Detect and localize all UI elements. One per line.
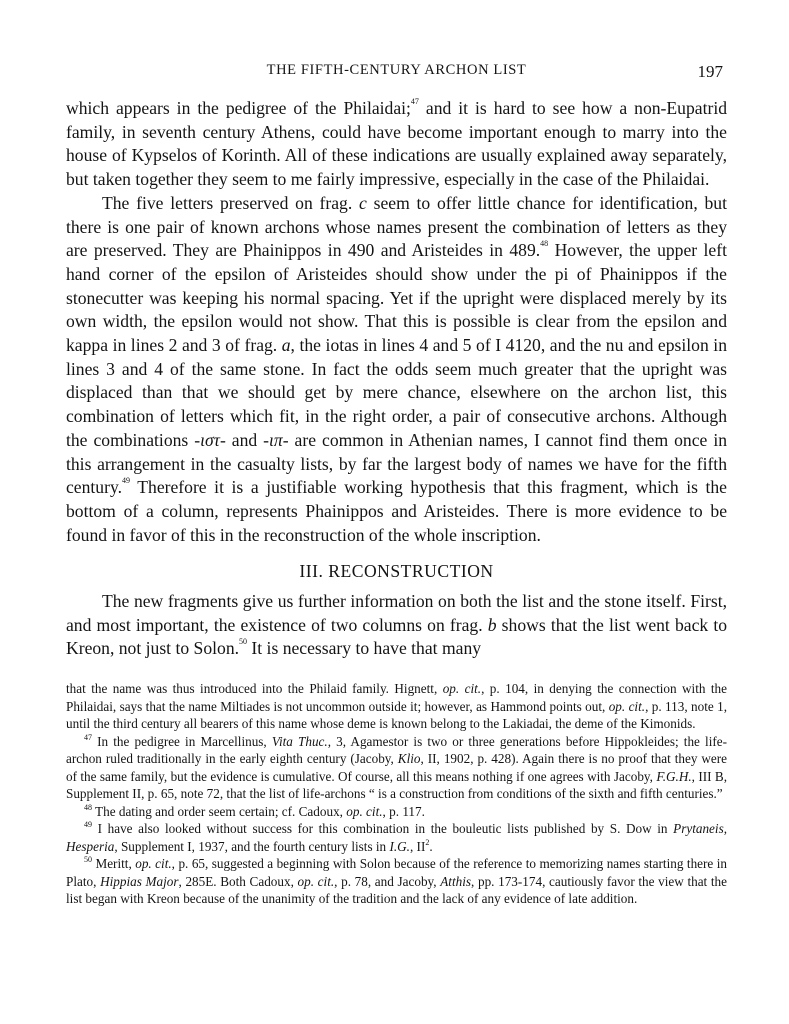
running-title: THE FIFTH-CENTURY ARCHON LIST (266, 62, 527, 78)
text-run: , (723, 821, 727, 837)
footnote-ref-50[interactable]: 50 (239, 637, 248, 647)
text-run: which appears in the pedigree of the Philaidai; (66, 98, 411, 118)
text-run: , 3, Agamestor is two or three generations before Hippokleides; the life-archon ruled traditionally in the early eighth century (Jacoby, (66, 733, 727, 767)
text-run: . (429, 838, 433, 854)
main-text (66, 97, 727, 661)
paragraph-1 (66, 97, 727, 192)
text-run: , II, 1902, p. 428). Again there is no proof that they were of the same family, but the evidence is cumulative. Of course, all this means nothing if one agrees with Jacoby, (66, 751, 727, 784)
page-number: 197 (697, 62, 723, 81)
text-run: The five letters preserved on frag. (102, 192, 360, 213)
page (66, 58, 727, 908)
running-header (66, 58, 727, 84)
footnote-continuation (66, 680, 727, 733)
text-run: Therefore it is a justifiable working hypothesis that this fragment, which is the bottom of a column, represents Phainippos and Aristeides. There is more evidence to be found in favor of this in the reconstruction of the whole inscription. (66, 477, 727, 545)
footnote-number: 50 (84, 855, 92, 865)
italic-run: I.G. (389, 838, 410, 854)
text-run: It is necessary to have that many (247, 638, 482, 659)
text-run: , III B, Supplement II, p. 65, note 72, that the list of life-archons “ is a construction from conditions of the sixth and fifth centuries.” (66, 768, 727, 802)
text-run: , p. 104, in denying the connection with the Philaidai, says that the name Miltiades is not uncommon outside it; however, as Hammond points out, (66, 681, 727, 714)
text-run: However, the upper left hand corner of the epsilon of Aristeides should show under the pi of Phainippos if the stonecutter was keeping his normal spacing. Yet if the upright were displaced merely by its own width, the epsilon would not show. That this is possible is clear from the epsilon and kappa in lines 2 and 3 of frag. (66, 240, 727, 356)
text-run: and it is hard to see how a non-Eupatrid family, in seventh century Athens, could have become important enough to marry into the house of Kypselos of Korinth. All of these indications are usually explained away separately, but taken together they seem to me fairly impressive, especially in the case of the Philaidai. (66, 98, 728, 190)
greek-run: -ιπ- (263, 429, 289, 450)
text-run: , the iotas in lines 4 and 5 of I 4120, and the nu and epsilon in lines 3 and 4 of the same stone. In fact the odds seem much greater that the upright was displaced than that we should get by mere chance, elsewhere on the archon list, this combination of letters which fit, in the right order, a pair of consecutive archons. Although the combinations (66, 335, 727, 450)
text-run: that the name was thus introduced into the Philaid family. Hignett, (66, 681, 443, 697)
footnotes (66, 680, 727, 908)
italic-run: c (359, 192, 367, 213)
text-run: , p. 78, and Jacoby, (334, 873, 441, 889)
italic-run: Hesperia (66, 838, 115, 854)
text-run: and (225, 429, 264, 450)
text-run: In the pedigree in Marcellinus, (92, 733, 272, 749)
italic-run: Vita Thuc. (271, 733, 328, 749)
footnote-49 (66, 820, 727, 855)
italic-run: op. cit. (346, 803, 383, 819)
text-run: , Supplement I, 1937, and the fourth century lists in (114, 838, 390, 854)
paragraph-2 (66, 192, 727, 548)
text-run: , 285E. Both Cadoux, (178, 873, 298, 889)
italic-run: b (487, 614, 497, 635)
footnote-ref-47[interactable]: 47 (410, 97, 419, 106)
text-run: Meritt, (92, 856, 136, 872)
text-run: are common in Athenian names, I cannot find them once in this arrangement in the casualty lists, by far the largest body of names we have for the fifth century. (66, 429, 728, 498)
footnote-48 (66, 803, 727, 821)
footnote-ref-49[interactable]: 49 (122, 476, 131, 486)
text-run: , pp. 173-174, cautiously favor the view that the list began with Kreon because of the unanimity of the tradition and the lack of any evidence of late addition. (66, 873, 727, 907)
footnote-number: 49 (84, 820, 92, 830)
text-run: seem to offer little chance for identification, but there is one pair of known archons whose names present the combination of letters as they are preserved. They are Phainippos in 490 and Aristeides in 489. (66, 192, 727, 261)
text-run: , II (409, 838, 426, 854)
italic-run: Atthis (440, 873, 472, 889)
footnote-50 (66, 855, 727, 908)
footnote-ref-48[interactable]: 48 (540, 239, 549, 249)
superscript: 2 (425, 837, 430, 847)
text-run: The dating and order seem certain; cf. Cadoux, (92, 803, 347, 819)
footnote-number: 47 (84, 732, 92, 742)
italic-run: op. cit. (608, 698, 646, 714)
text-run: shows that the list went back to Kreon, not just to Solon. (66, 614, 727, 659)
italic-run: Klio (397, 751, 421, 767)
italic-run: F.G.H. (656, 768, 692, 784)
text-run: I have also looked without success for this combination in the bouleutic lists published by S. Dow in (92, 821, 674, 837)
section-heading: III. RECONSTRUCTION (299, 561, 494, 582)
paragraph-3 (66, 590, 727, 661)
text-run: , p. 113, note 1, until the third century all bearers of this name whose deme is known belong to the Lakiadai, the deme of the Kimonids. (66, 698, 727, 732)
footnote-47 (66, 733, 727, 803)
italic-run: Prytaneis (673, 821, 724, 837)
greek-run: -ιστ- (194, 429, 226, 450)
text-run: , p. 117. (382, 803, 425, 819)
italic-run: Hippias Major (100, 873, 179, 889)
italic-run: a (281, 335, 291, 356)
italic-run: op. cit. (442, 681, 482, 697)
text-run: The new fragments give us further information on both the list and the stone itself. First, and most important, the existence of two columns on frag. (66, 591, 727, 635)
italic-run: op. cit. (135, 856, 172, 872)
italic-run: op. cit. (297, 873, 335, 889)
footnote-number: 48 (84, 802, 92, 812)
text-run: , p. 65, suggested a beginning with Solon because of the reference to memorizing names starting there in Plato, (66, 856, 727, 889)
